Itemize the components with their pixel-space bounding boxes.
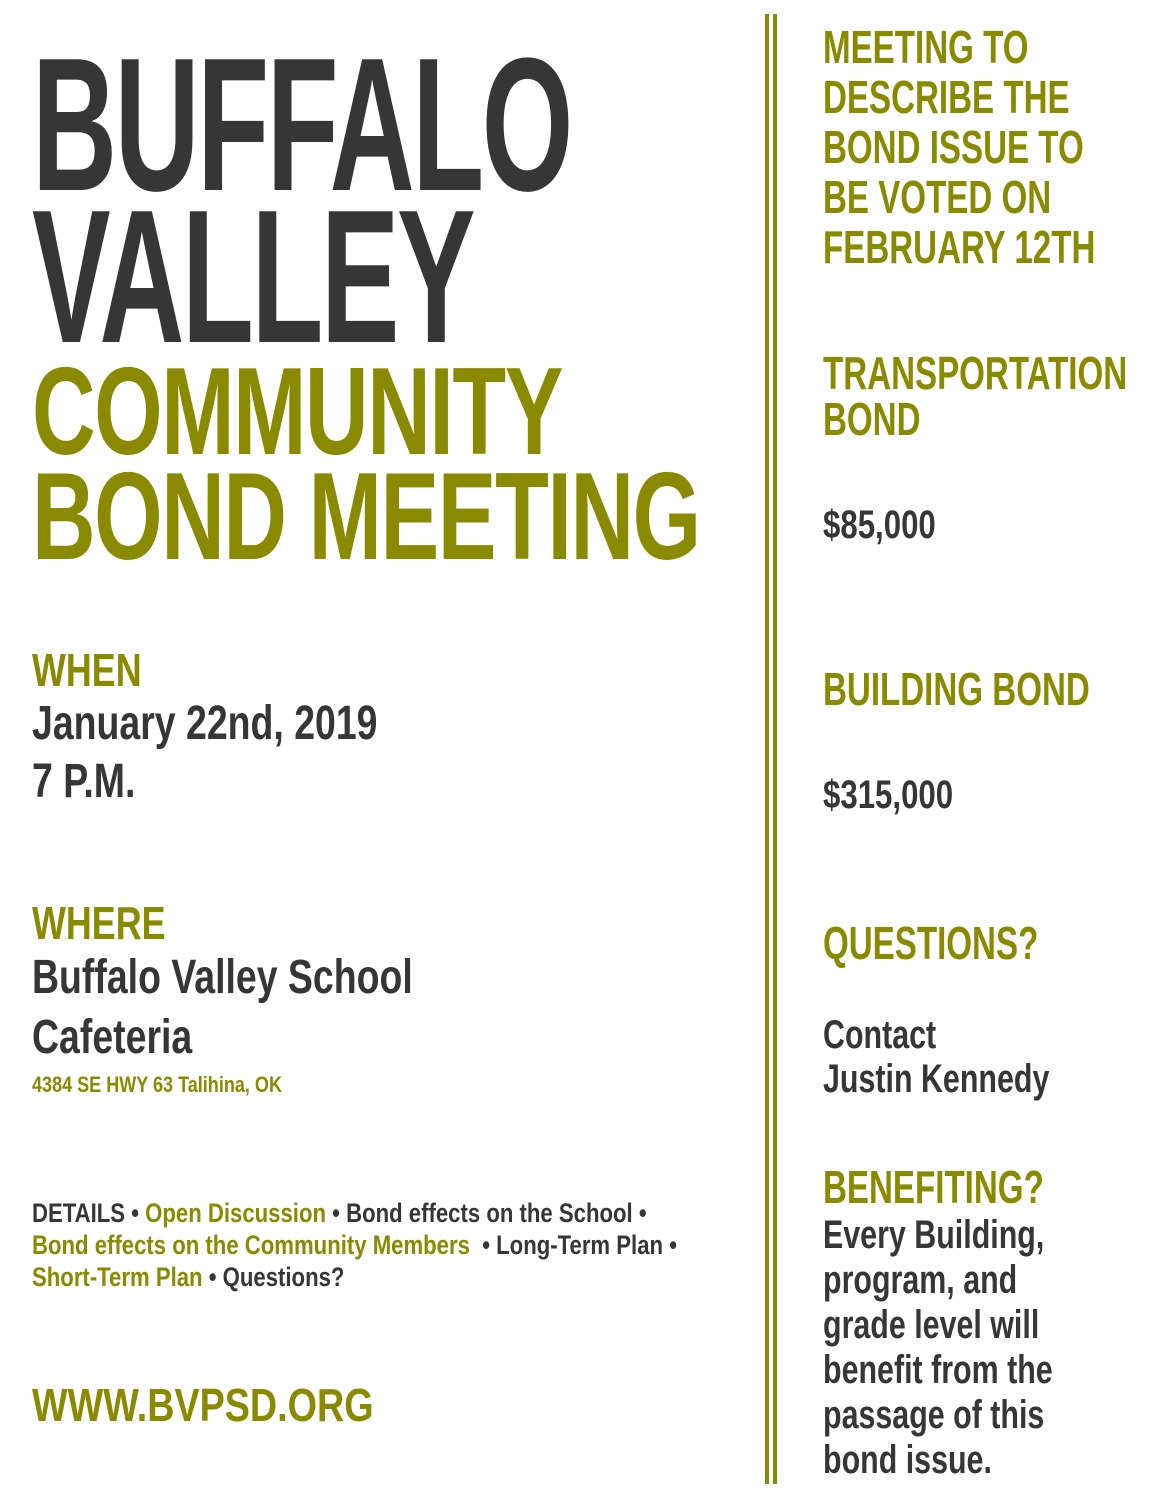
intro-line-1: MEETING TO xyxy=(823,21,1029,73)
details-item-short-term: Short-Term Plan xyxy=(32,1262,203,1292)
details-item-community: Bond effects on the Community Members xyxy=(32,1230,470,1260)
transportation-label-1: TRANSPORTATION xyxy=(823,347,1128,399)
benefiting-line-5: passage of this xyxy=(823,1393,1045,1437)
title-bond-meeting: BOND MEETING xyxy=(32,448,700,586)
benefiting-label: BENEFITING? xyxy=(823,1161,1044,1213)
bullet: • xyxy=(332,1198,340,1228)
bullet: • xyxy=(131,1198,139,1228)
transportation-label-2: BOND xyxy=(823,393,921,445)
intro-line-3: BOND ISSUE TO xyxy=(823,121,1084,173)
intro-line-2: DESCRIBE THE xyxy=(823,71,1070,123)
when-date: January 22nd, 2019 xyxy=(32,697,378,750)
details-item-long-term: Long-Term Plan xyxy=(496,1230,664,1260)
details-item-school: Bond effects on the School xyxy=(346,1198,633,1228)
website-link[interactable]: WWW.BVPSD.ORG xyxy=(32,1379,374,1431)
when-time: 7 P.M. xyxy=(32,755,136,808)
questions-label: QUESTIONS? xyxy=(823,917,1039,969)
benefiting-line-3: grade level will xyxy=(823,1303,1040,1347)
details-item-open-discussion: Open Discussion xyxy=(145,1198,327,1228)
bullet: • xyxy=(638,1198,647,1228)
where-line1: Buffalo Valley School xyxy=(32,951,413,1004)
where-address: 4384 SE HWY 63 Talihina, OK xyxy=(32,1072,282,1097)
intro-line-4: BE VOTED ON xyxy=(823,171,1052,223)
building-label: BUILDING BOND xyxy=(823,663,1090,715)
title-community: COMMUNITY xyxy=(32,343,563,481)
details-list xyxy=(32,1197,745,1293)
questions-name: Justin Kennedy xyxy=(823,1057,1050,1101)
title-buffalo: BUFFALO xyxy=(32,19,571,231)
benefiting-line-2: program, and xyxy=(823,1258,1018,1302)
details-label: DETAILS xyxy=(32,1198,126,1228)
title-valley: VALLEY xyxy=(32,171,474,383)
benefiting-line-4: benefit from the xyxy=(823,1348,1053,1392)
details-item-questions: Questions? xyxy=(222,1262,345,1292)
column-divider xyxy=(765,14,777,1484)
where-line2: Cafeteria xyxy=(32,1011,193,1064)
where-label: WHERE xyxy=(32,897,166,949)
bullet: • xyxy=(669,1230,677,1260)
building-amount: $315,000 xyxy=(823,773,954,817)
intro-line-5: FEBRUARY 12TH xyxy=(823,221,1096,273)
questions-contact: Contact xyxy=(823,1013,937,1057)
benefiting-line-1: Every Building, xyxy=(823,1213,1045,1257)
bullet: • xyxy=(482,1230,490,1260)
transportation-amount: $85,000 xyxy=(823,503,936,547)
when-label: WHEN xyxy=(32,644,142,696)
bullet: • xyxy=(208,1262,217,1292)
benefiting-line-6: bond issue. xyxy=(823,1438,992,1482)
